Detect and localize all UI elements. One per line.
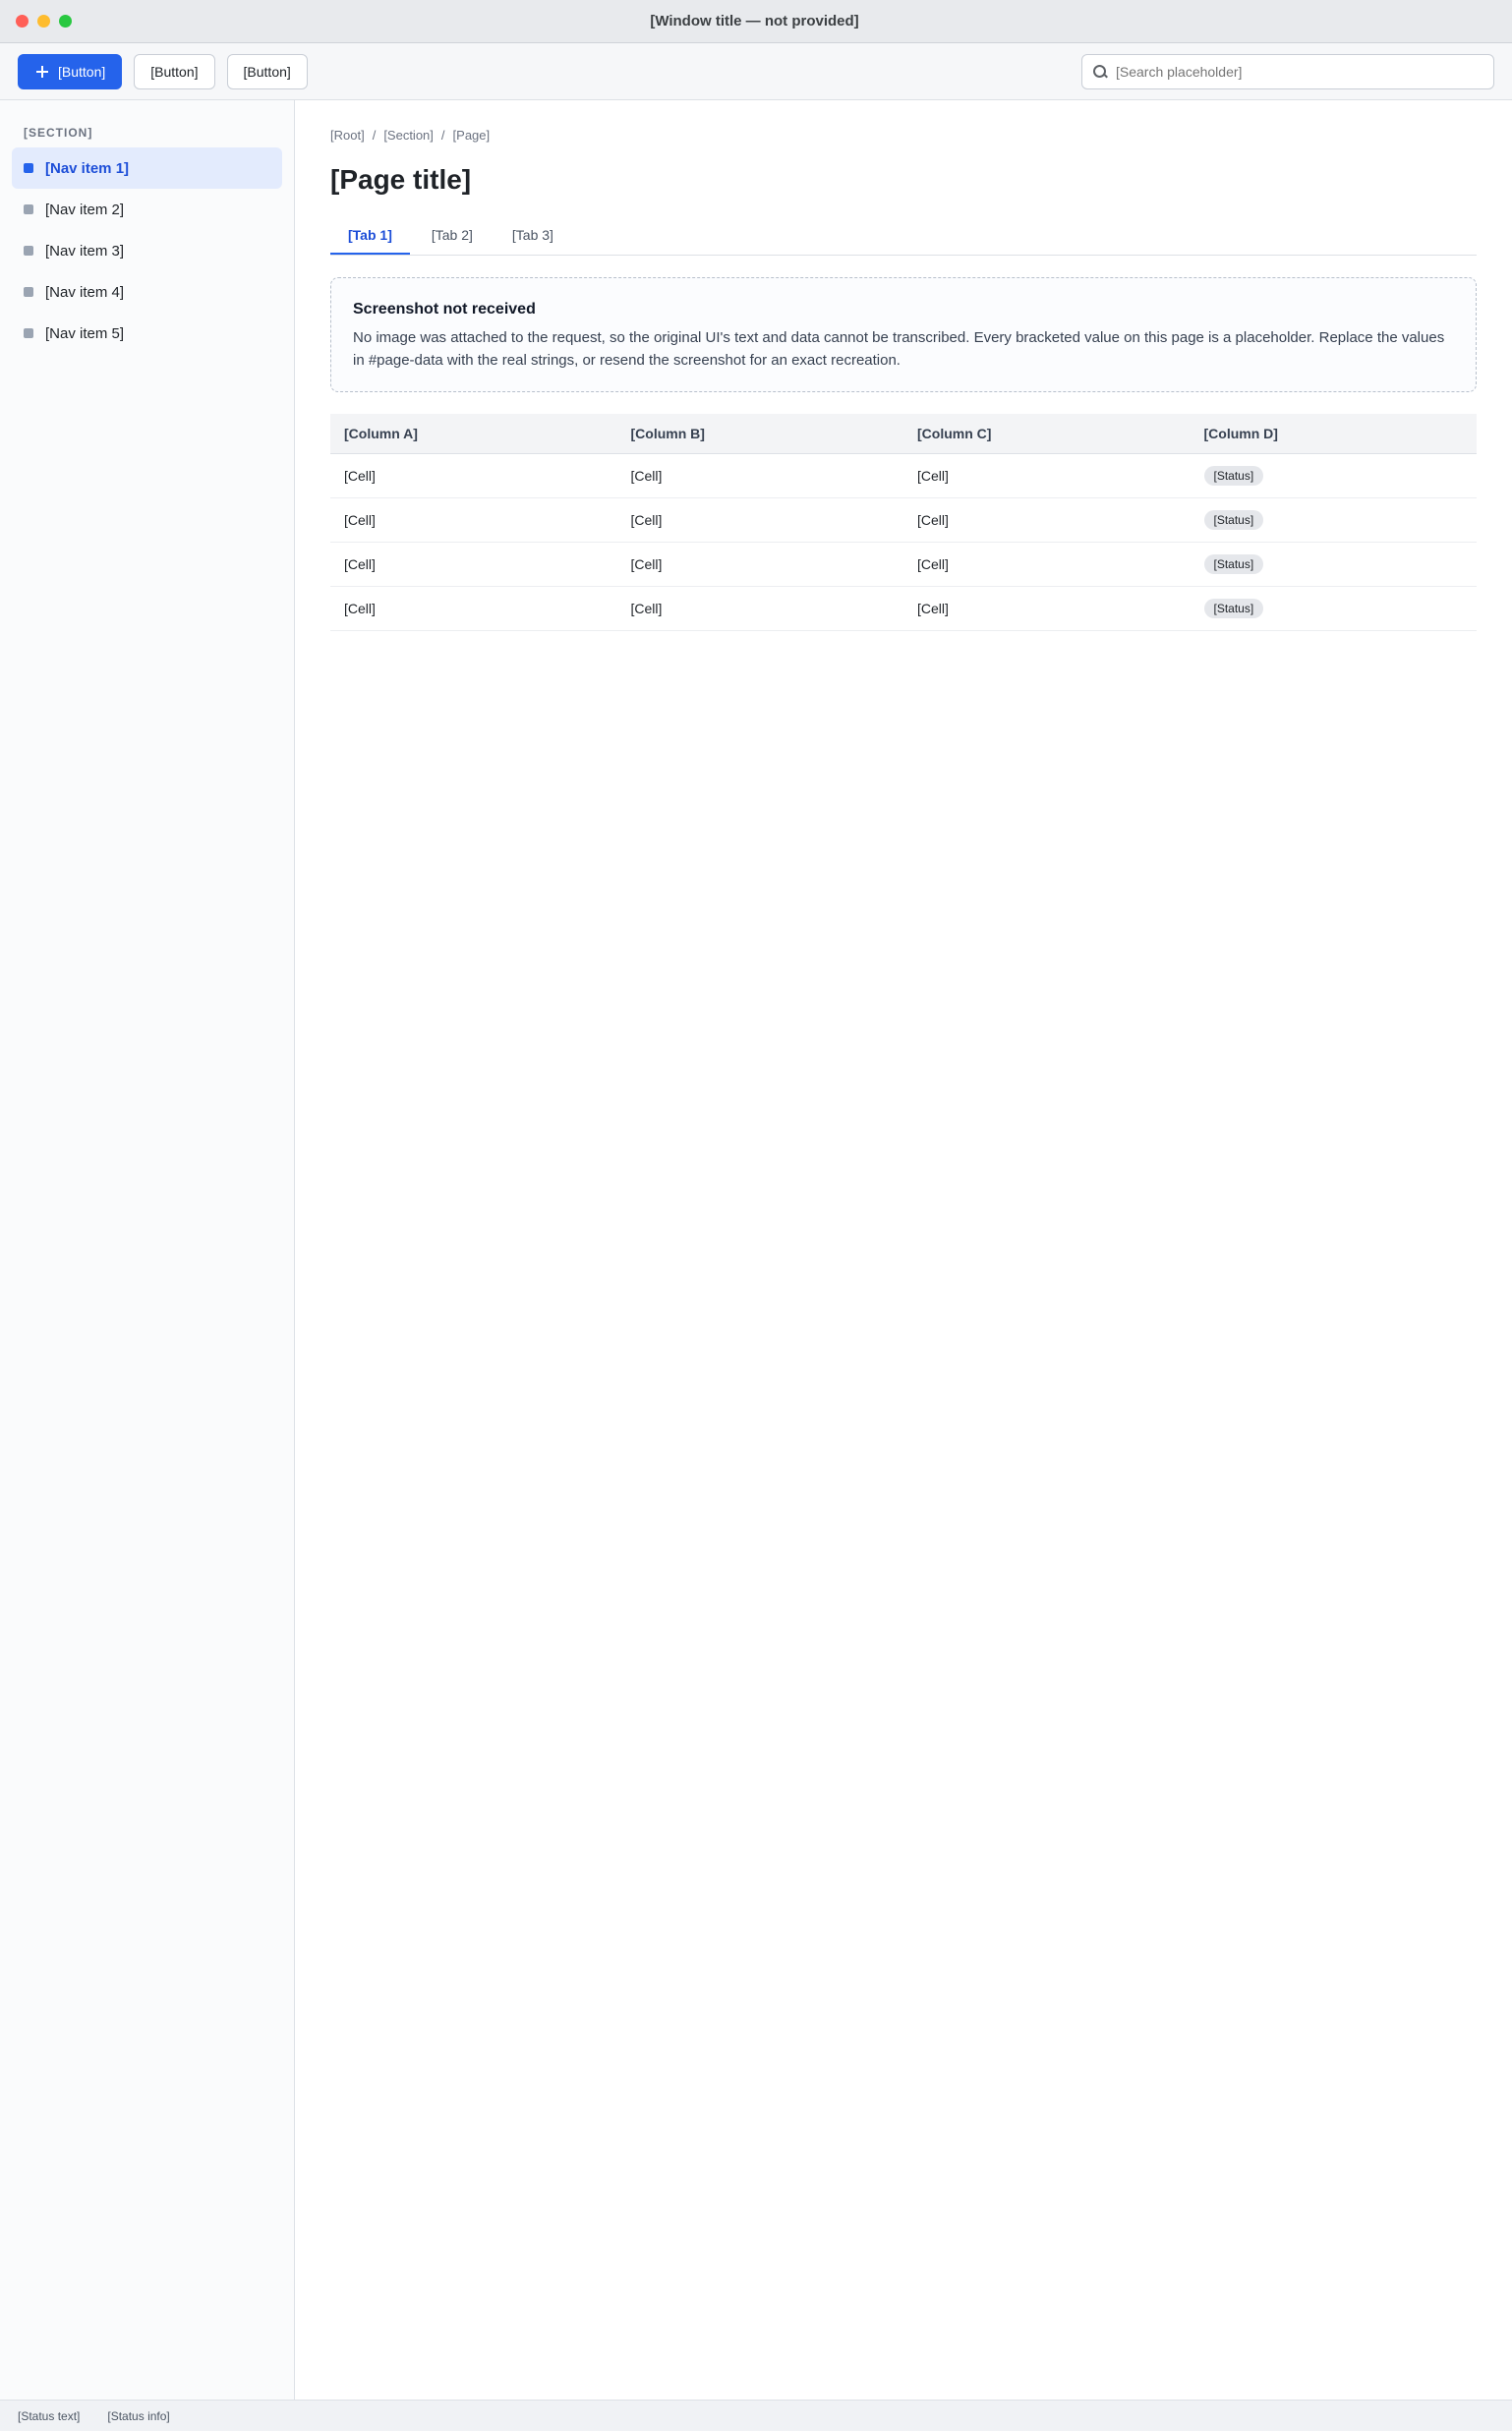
tab-3[interactable]: [Tab 3]	[511, 227, 553, 243]
status-badge: [Status]	[1204, 510, 1264, 530]
sidebar-item-2[interactable]	[12, 189, 282, 230]
nav-bullet-icon	[24, 328, 33, 338]
breadcrumb-root[interactable]: [Root]	[330, 128, 365, 143]
column-header[interactable]: [Column B]	[617, 414, 904, 454]
nav-bullet-icon	[24, 287, 33, 297]
sidebar-item-label: [Nav item 3]	[45, 242, 125, 260]
save-button[interactable]: [Button]	[227, 54, 308, 89]
breadcrumb-separator: /	[372, 128, 377, 143]
sidebar	[0, 100, 295, 2400]
table-cell: [Cell]	[330, 454, 617, 498]
status-badge: [Status]	[1204, 554, 1264, 574]
table-cell: [Cell]	[903, 543, 1191, 587]
table-cell: [Cell]	[903, 587, 1191, 631]
tab-2[interactable]: [Tab 2]	[431, 227, 473, 243]
table-cell: [Cell]	[330, 543, 617, 587]
status-bar	[0, 2400, 1512, 2431]
status-cell	[1191, 454, 1478, 498]
table-row[interactable]	[330, 587, 1477, 631]
sidebar-item-label: [Nav item 1]	[45, 159, 130, 177]
table-row[interactable]	[330, 454, 1477, 498]
plus-icon	[34, 64, 50, 80]
table-cell: [Cell]	[617, 454, 904, 498]
tab-1[interactable]: [Tab 1]	[330, 217, 410, 255]
status-badge: [Status]	[1204, 466, 1264, 486]
open-button[interactable]: [Button]	[134, 54, 214, 89]
maximize-window-button[interactable]	[59, 15, 72, 28]
nav-bullet-icon	[24, 204, 33, 214]
nav-bullet-icon	[24, 246, 33, 256]
tab-bar	[330, 217, 1477, 256]
sidebar-item-label: [Nav item 4]	[45, 283, 125, 301]
window-title: [Window title — not provided]	[650, 13, 859, 29]
status-badge: [Status]	[1204, 599, 1264, 618]
status-text: [Status text]	[18, 2408, 81, 2423]
app-body	[0, 100, 1512, 2400]
table-cell: [Cell]	[330, 587, 617, 631]
notice-title: Screenshot not received	[353, 301, 536, 318]
table-cell: [Cell]	[330, 498, 617, 543]
window-controls	[16, 15, 72, 28]
close-window-button[interactable]	[16, 15, 29, 28]
main-content	[295, 100, 1512, 2400]
status-cell	[1191, 587, 1478, 631]
table-row[interactable]	[330, 543, 1477, 587]
new-button-label: [Button]	[58, 63, 106, 80]
table-header-row	[330, 414, 1477, 454]
breadcrumb-separator: /	[440, 128, 445, 143]
sidebar-item-5[interactable]	[12, 313, 282, 354]
data-table	[330, 414, 1477, 631]
search-box[interactable]	[1081, 54, 1494, 89]
search-icon	[1092, 64, 1108, 80]
sidebar-item-label: [Nav item 2]	[45, 201, 125, 218]
status-cell	[1191, 498, 1478, 543]
notice-text: No image was attached to the request, so the original UI's text and data cannot be transcribed. Every bracketed value on this page is a placeholder. Replace the values in #page-data with the real strings, or resend the screenshot for an exact recreation.	[353, 329, 1445, 369]
status-cell	[1191, 543, 1478, 587]
breadcrumb-current: [Page]	[452, 128, 491, 143]
page-title: [Page title]	[330, 164, 472, 195]
column-header[interactable]: [Column C]	[903, 414, 1191, 454]
table-cell: [Cell]	[617, 498, 904, 543]
sidebar-item-3[interactable]	[12, 230, 282, 271]
missing-screenshot-notice	[330, 277, 1477, 392]
sidebar-item-4[interactable]	[12, 271, 282, 313]
breadcrumb-section[interactable]: [Section]	[383, 128, 434, 143]
sidebar-item-label: [Nav item 5]	[45, 324, 125, 342]
table-row[interactable]	[330, 498, 1477, 543]
table-cell: [Cell]	[903, 454, 1191, 498]
nav-bullet-icon	[24, 163, 33, 173]
status-info: [Status info]	[107, 2408, 170, 2423]
table-cell: [Cell]	[617, 587, 904, 631]
column-header[interactable]: [Column D]	[1191, 414, 1478, 454]
column-header[interactable]: [Column A]	[330, 414, 617, 454]
sidebar-heading: [SECTION]	[24, 126, 93, 140]
minimize-window-button[interactable]	[37, 15, 50, 28]
sidebar-item-1[interactable]	[12, 147, 282, 189]
toolbar	[0, 43, 1512, 100]
search-input[interactable]	[1116, 64, 1483, 80]
table-cell: [Cell]	[903, 498, 1191, 543]
new-button[interactable]	[18, 54, 122, 89]
title-bar	[0, 0, 1512, 43]
table-cell: [Cell]	[617, 543, 904, 587]
breadcrumb	[330, 128, 1477, 143]
